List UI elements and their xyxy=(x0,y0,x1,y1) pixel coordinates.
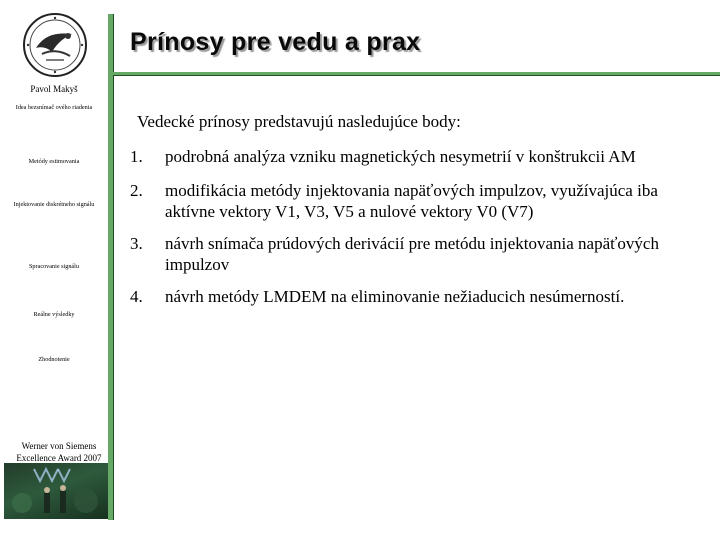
nav-item-methods[interactable]: Metódy estimovania xyxy=(28,158,80,165)
list-item-number: 1. xyxy=(130,147,143,166)
slide-title: Prínosy pre vedu a prax xyxy=(130,28,421,56)
sidebar xyxy=(0,0,108,520)
list-item-number: 3. xyxy=(130,234,143,253)
list-item-text: modifikácia metódy injektovania napäťových impulzov, využívajúca iba aktívne vektory V1, V3, V5 a nulové vektory V0 (V7) xyxy=(165,181,658,221)
list-item-text: podrobná analýza vzniku magnetických nesymetrií v konštrukcii AM xyxy=(165,147,636,166)
nav-item-signal-processing[interactable]: Spracovanie signálu xyxy=(28,263,79,270)
nav-item-conclusion[interactable]: Zhodnotenie xyxy=(38,356,70,363)
award-line-2: Excellence Award 2007 xyxy=(16,453,102,463)
list-item-text: návrh snímača prúdových derivácií pre metódu injektovania napäťových impulzov xyxy=(165,234,659,274)
award-photo xyxy=(4,463,110,519)
award-line-1: Werner von Siemens xyxy=(21,441,97,451)
nav-item-real-results[interactable]: Reálne výsledky xyxy=(33,311,75,318)
slide-intro: Vedecké prínosy predstavujú nasledujúce body: xyxy=(137,112,461,131)
nav-item-injection[interactable]: Injektovanie diskrétneho signálu xyxy=(13,201,95,208)
list-item-number: 4. xyxy=(130,287,143,306)
university-logo xyxy=(22,12,88,78)
list-item-text: návrh metódy LMDEM na eliminovanie nežiaducich nesúmerností. xyxy=(165,287,625,306)
author-name: Pavol Makyš xyxy=(30,84,78,94)
nav-item-idea[interactable]: Idea bezsnímač ového riadenia xyxy=(15,104,93,111)
award-caption xyxy=(0,440,118,464)
list-item-number: 2. xyxy=(130,181,143,200)
sidebar-divider xyxy=(113,14,114,520)
title-rule xyxy=(113,75,720,76)
